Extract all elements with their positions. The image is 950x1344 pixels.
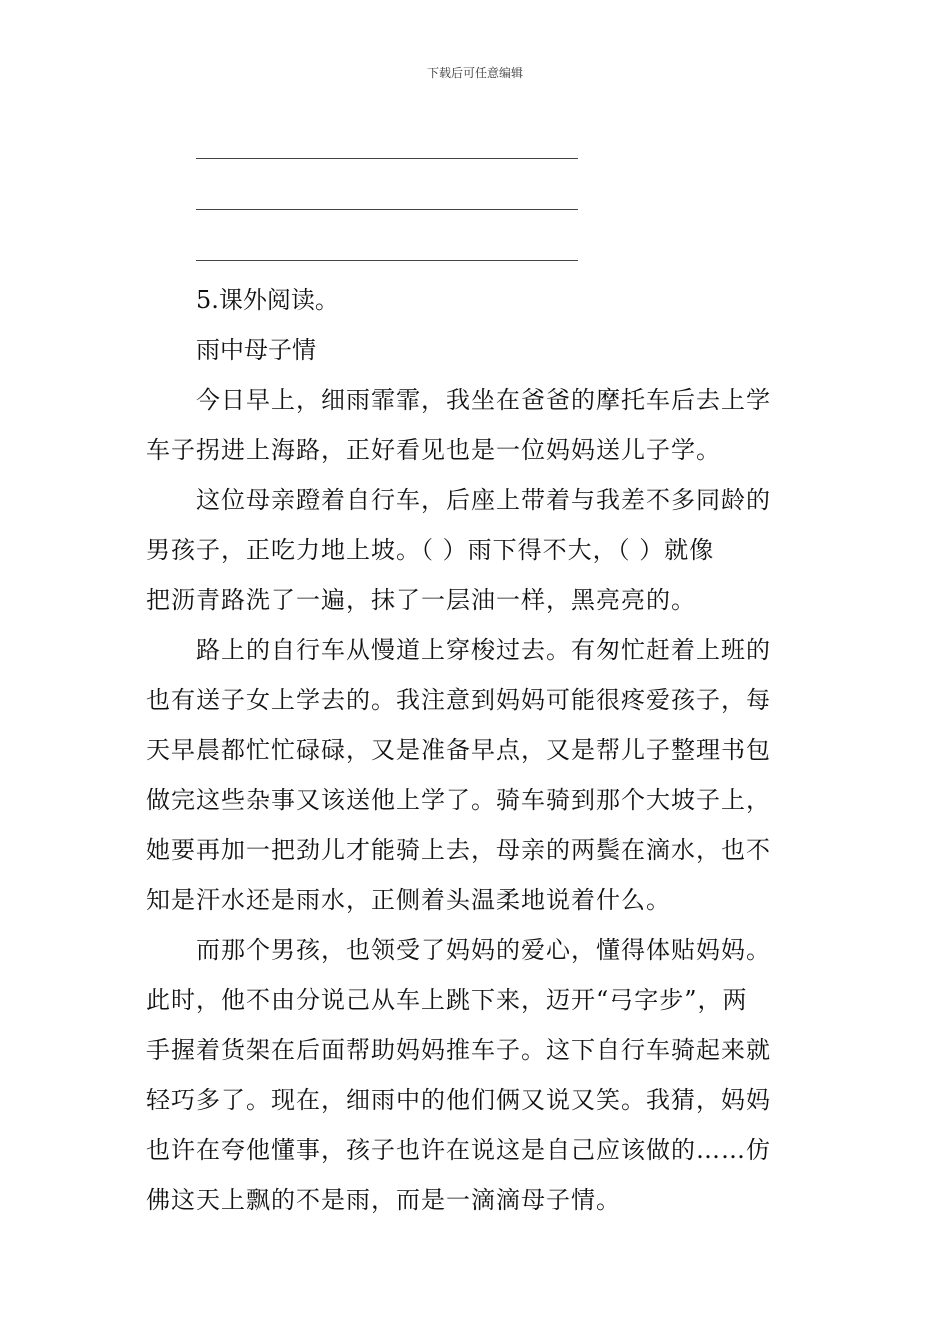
passage-line: 也许在夸他懂事，孩子也许在说这是自己应该做的……仿 xyxy=(146,1136,771,1164)
answer-line xyxy=(196,260,578,261)
answer-line xyxy=(196,158,578,159)
passage-line: 男孩子，正吃力地上坡。（ ）雨下得不大，（ ）就像 xyxy=(146,536,715,564)
passage-line: 天早晨都忙忙碌碌，又是准备早点，又是帮儿子整理书包 xyxy=(146,736,771,764)
passage-line: 此时，他不由分说己从车上跳下来，迈开“弓字步”，两 xyxy=(146,986,748,1014)
passage-line: 车子拐进上海路，正好看见也是一位妈妈送儿子学。 xyxy=(146,436,721,464)
passage-title: 雨中母子情 xyxy=(196,336,316,364)
question-label: 5.课外阅读。 xyxy=(196,286,339,314)
passage-line: 手握着货架在后面帮助妈妈推车子。这下自行车骑起来就 xyxy=(146,1036,771,1064)
passage-line: 知是汗水还是雨水，正侧着头温柔地说着什么。 xyxy=(146,886,671,914)
passage-line: 佛这天上飘的不是雨，而是一滴滴母子情。 xyxy=(146,1186,621,1214)
passage-line: 也有送子女上学去的。我注意到妈妈可能很疼爱孩子，每 xyxy=(146,686,771,714)
passage-line: 做完这些杂事又该送他上学了。骑车骑到那个大坡子上， xyxy=(146,786,771,814)
passage-line: 这位母亲蹬着自行车，后座上带着与我差不多同龄的 xyxy=(196,486,771,514)
passage-line: 路上的自行车从慢道上穿梭过去。有匆忙赶着上班的 xyxy=(196,636,771,664)
answer-line xyxy=(196,209,578,210)
passage-line: 轻巧多了。现在，细雨中的他们俩又说又笑。我猜，妈妈 xyxy=(146,1086,771,1114)
passage-line: 而那个男孩，也领受了妈妈的爱心，懂得体贴妈妈。 xyxy=(196,936,771,964)
passage-line: 把沥青路洗了一遍，抹了一层油一样，黑亮亮的。 xyxy=(146,586,696,614)
passage-line: 她要再加一把劲儿才能骑上去，母亲的两鬓在滴水，也不 xyxy=(146,836,771,864)
page-header-note: 下载后可任意编辑 xyxy=(426,66,523,80)
passage-line: 今日早上，细雨霏霏，我坐在爸爸的摩托车后去上学 xyxy=(196,386,771,414)
